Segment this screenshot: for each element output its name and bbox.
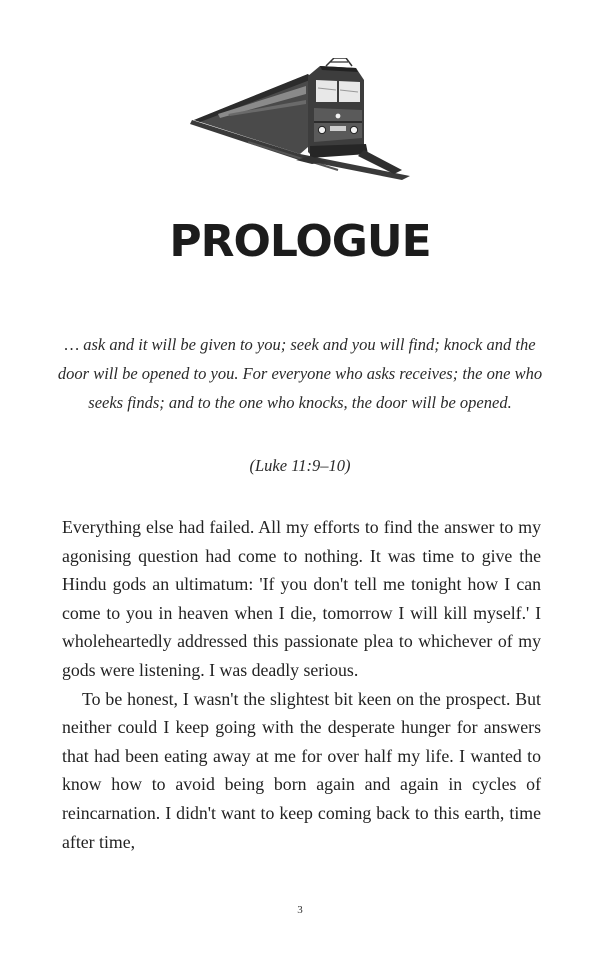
epigraph-quote: … ask and it will be given to you; seek and you will find; knock and the door will be opened to you. For everyone who asks receives; the one who seeks finds; and to the one who knocks, the door will be opened. — [57, 335, 543, 412]
chapter-body — [62, 513, 541, 856]
train-icon — [188, 58, 414, 180]
epigraph-citation: (Luke 11:9–10) — [249, 456, 351, 475]
paragraph: To be honest, I wasn't the slightest bit keen on the prospect. But neither could I keep going with the desperate hunger for answers that had been eating away at me for over half my life. I wanted to know how to avoid being born again and again in cycles of reincarnation. I didn't want to keep coming back to this earth, time after time, — [62, 688, 541, 852]
paragraph: Everything else had failed. All my efforts to find the answer to my agonising question had come to nothing. It was time to give the Hindu gods an ultimatum: 'If you don't tell me tonight how I can come to you in heaven when I die, tomorrow I will kill myself.' I wholeheartedly addressed this passionate plea to whichever of my gods were listening. I was deadly serious. — [62, 517, 541, 680]
page-number: 3 — [297, 904, 303, 916]
chapter-title: PROLOGUE — [169, 216, 431, 267]
